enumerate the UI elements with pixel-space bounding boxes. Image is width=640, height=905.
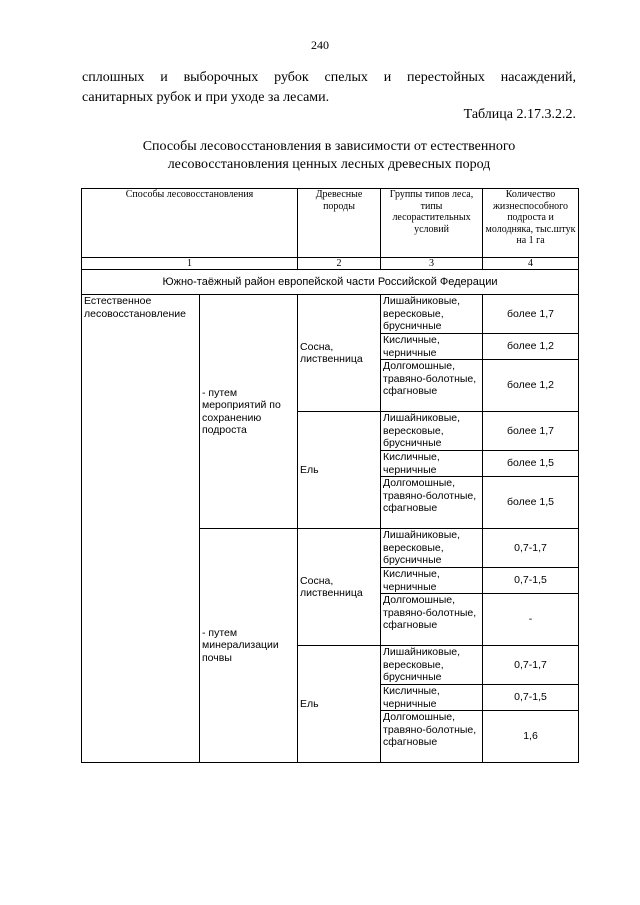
table-row (82, 295, 579, 334)
header-species: Древесные породы (298, 189, 381, 258)
intro-paragraph (82, 68, 576, 108)
region-row (82, 270, 579, 295)
page-number: 240 (311, 38, 329, 52)
header-groups: Группы типов леса, типы лесорастительных условий (381, 189, 483, 258)
header-methods: Способы лесовосстановления (82, 189, 298, 258)
quantity-value: 0,7-1,5 (483, 685, 579, 711)
region-label: Южно-таёжный район европейской части Российской Федерации (82, 270, 579, 295)
quantity-value: 0,7-1,7 (483, 529, 579, 568)
species-spruce: Ель (298, 412, 381, 529)
sub-method-mineralization: - путем минерализации почвы (200, 529, 298, 763)
table-title-line-1: Способы лесовосстановления в зависимости от естественного (142, 139, 516, 154)
species-pine: Сосна, лиственница (298, 529, 381, 646)
column-number: 4 (483, 258, 579, 270)
quantity-value: более 1,7 (483, 412, 579, 451)
intro-line-2: санитарных рубок и при уходе за лесами. (82, 90, 330, 105)
quantity-value: 1,6 (483, 711, 579, 763)
quantity-value: более 1,2 (483, 360, 579, 412)
quantity-value: 0,7-1,7 (483, 646, 579, 685)
forest-group: Долгомошные, травяно-болотные, сфагновые (381, 594, 483, 646)
table-number: Таблица 2.17.3.2.2. (463, 107, 576, 122)
quantity-value: более 1,7 (483, 295, 579, 334)
column-number: 3 (381, 258, 483, 270)
method-main: Естественное лесовосстановление (82, 295, 200, 763)
sub-method-preserve: - путем мероприятий по сохранению подроста (200, 295, 298, 529)
forest-group: Долгомошные, травяно-болотные, сфагновые (381, 477, 483, 529)
quantity-value: более 1,2 (483, 334, 579, 360)
quantity-value: более 1,5 (483, 477, 579, 529)
forest-group: Долгомошные, травяно-болотные, сфагновые (381, 360, 483, 412)
column-number: 1 (82, 258, 298, 270)
quantity-value: 0,7-1,5 (483, 568, 579, 594)
column-number-row (82, 258, 579, 270)
forest-group: Кисличные, черничные (381, 334, 483, 360)
forest-group: Лишайниковые, вересковые, брусничные (381, 412, 483, 451)
table-title (82, 138, 576, 174)
species-spruce: Ель (298, 646, 381, 763)
intro-line-1: сплошных и выборочных рубок спелых и перестойных насаждений, (82, 70, 576, 85)
table-title-line-2: лесовосстановления ценных лесных древесных пород (167, 157, 491, 172)
reforestation-table (81, 188, 579, 763)
table-header-row (82, 189, 579, 258)
header-quantity: Количество жизнеспособного подроста и молодняка, тыс.штук на 1 га (483, 189, 579, 258)
forest-group: Кисличные, черничные (381, 451, 483, 477)
column-number: 2 (298, 258, 381, 270)
species-pine: Сосна, лиственница (298, 295, 381, 412)
forest-group: Лишайниковые, вересковые, брусничные (381, 646, 483, 685)
forest-group: Кисличные, черничные (381, 568, 483, 594)
forest-group: Кисличные, черничные (381, 685, 483, 711)
forest-group: Лишайниковые, вересковые, брусничные (381, 295, 483, 334)
quantity-value: более 1,5 (483, 451, 579, 477)
forest-group: Лишайниковые, вересковые, брусничные (381, 529, 483, 568)
forest-group: Долгомошные, травяно-болотные, сфагновые (381, 711, 483, 763)
quantity-value: - (483, 594, 579, 646)
